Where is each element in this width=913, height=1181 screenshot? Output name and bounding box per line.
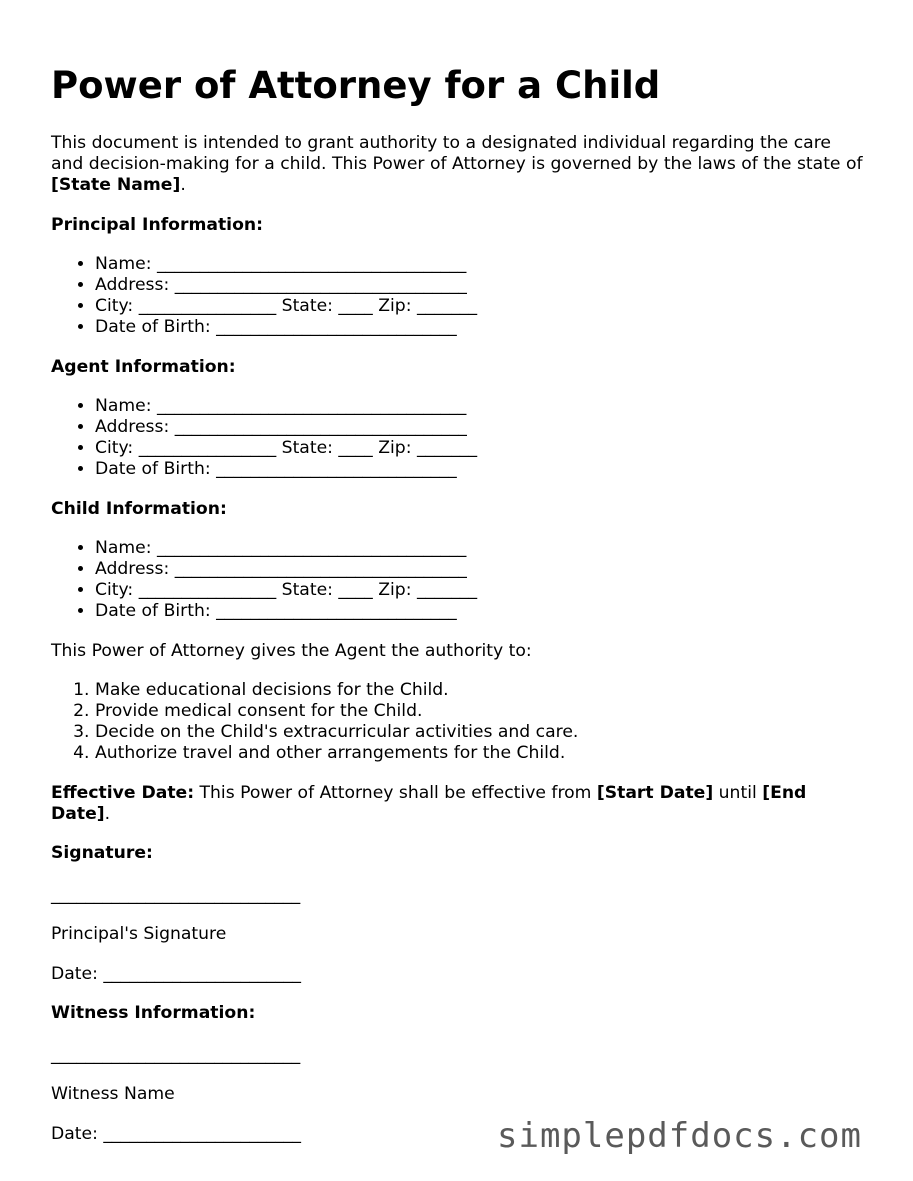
child-name-field: • Name: ____________________________________: [95, 538, 866, 559]
witness-date: Date: _______________________: [51, 1123, 301, 1144]
principal-signature-label: Principal's Signature: [51, 924, 227, 945]
intro-paragraph: This document is intended to grant authority to a designated individual regarding the care and decision-making for a child. This Power of Attorney is governed by the laws of the state of [State Name].: [51, 133, 863, 196]
principal-city-state-zip-field: • City: ________________ State: ____ Zip: _______: [95, 296, 866, 317]
child-list: [51, 538, 866, 623]
principal-signature-date: Date: _______________________: [51, 963, 301, 984]
authority-item: 1. Make educational decisions for the Child.: [95, 680, 866, 701]
agent-dob-field: • Date of Birth: ____________________________: [95, 459, 866, 480]
child-address-field: • Address: __________________________________: [95, 559, 866, 580]
authority-item: 2. Provide medical consent for the Child.: [95, 701, 866, 722]
signature-heading: Signature:: [51, 843, 153, 864]
principal-heading: Principal Information:: [51, 214, 263, 235]
authority-intro: This Power of Attorney gives the Agent the authority to:: [51, 640, 532, 661]
agent-address-field: • Address: __________________________________: [95, 417, 866, 438]
authority-item: 3. Decide on the Child's extracurricular activities and care.: [95, 722, 866, 743]
agent-list: [51, 396, 866, 481]
principal-dob-field: • Date of Birth: ____________________________: [95, 317, 866, 338]
child-heading: Child Information:: [51, 498, 227, 519]
principal-list: [51, 254, 866, 339]
intro-text: This document is intended to grant authority to a designated individual regarding the care and decision-making for a child. This Power of Attorney is governed by the laws of the state of: [51, 133, 863, 175]
state-placeholder: [State Name]: [51, 175, 181, 196]
start-date-placeholder: [Start Date]: [596, 782, 714, 803]
agent-name-field: • Name: ____________________________________: [95, 396, 866, 417]
effective-date-label: Effective Date:: [51, 782, 195, 803]
witness-heading: Witness Information:: [51, 1002, 256, 1023]
agent-city-state-zip-field: • City: ________________ State: ____ Zip: _______: [95, 438, 866, 459]
witness-signature-line: _____________________________: [51, 1045, 301, 1066]
witness-name-label: Witness Name: [51, 1084, 175, 1105]
watermark-logo: simplepdfdocs.com: [497, 1116, 862, 1156]
principal-name-field: • Name: ____________________________________: [95, 254, 866, 275]
document-title: Power of Attorney for a Child: [51, 64, 661, 107]
child-dob-field: • Date of Birth: ____________________________: [95, 601, 866, 622]
authority-item: 4. Authorize travel and other arrangements for the Child.: [95, 743, 866, 764]
child-city-state-zip-field: • City: ________________ State: ____ Zip: _______: [95, 580, 866, 601]
document-page: [51, 64, 866, 1145]
principal-signature-line: _____________________________: [51, 885, 301, 906]
agent-heading: Agent Information:: [51, 356, 236, 377]
principal-address-field: • Address: __________________________________: [95, 275, 866, 296]
effective-date-paragraph: Effective Date: This Power of Attorney shall be effective from [Start Date] until [End Date].: [51, 782, 807, 824]
authority-list: [51, 680, 866, 765]
end-date-placeholder: [End Date]: [51, 782, 807, 824]
